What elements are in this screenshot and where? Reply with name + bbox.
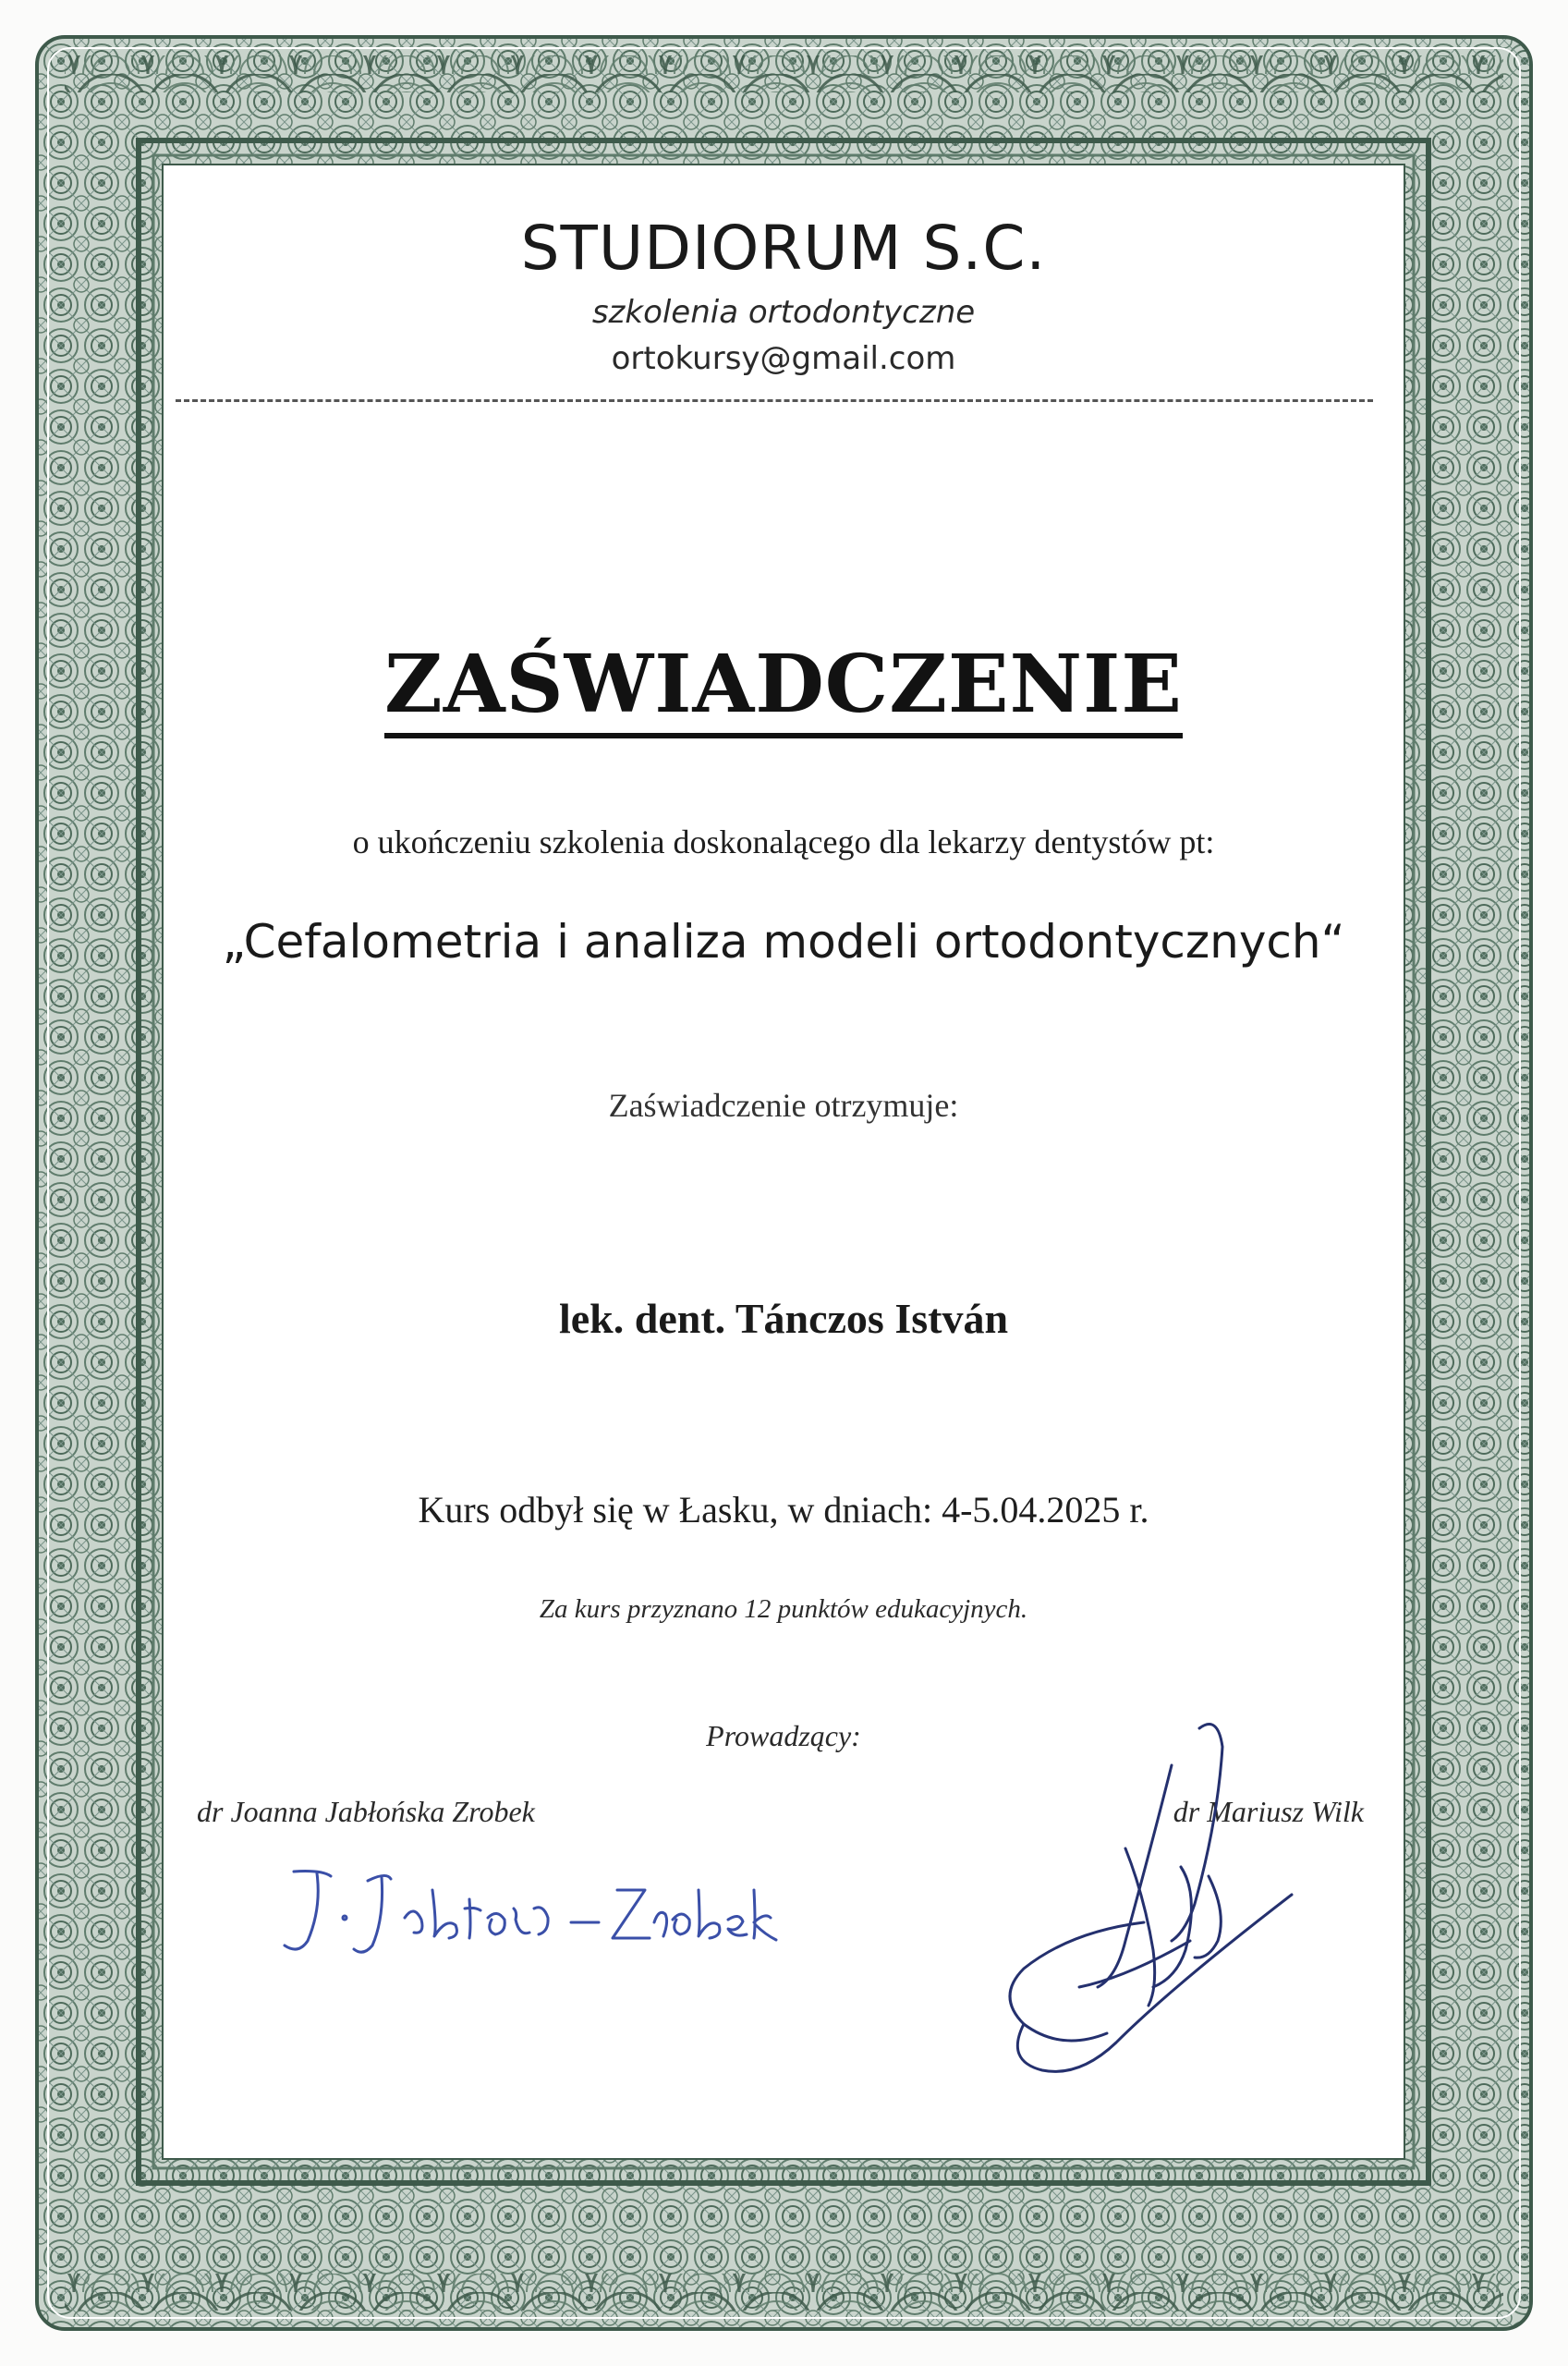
signer-right-name: dr Mariusz Wilk xyxy=(1173,1795,1364,1828)
education-points: Za kurs przyznano 12 punktów edukacyjnych. xyxy=(539,1594,1028,1624)
header-divider xyxy=(176,399,1373,402)
instructors-label: Prowadzący: xyxy=(706,1719,861,1752)
signature-left xyxy=(266,1853,784,1973)
organization-name: STUDIORUM S.C. xyxy=(520,213,1047,284)
certificate-body xyxy=(174,176,1393,2148)
signer-left-name: dr Joanna Jabłońska Zrobek xyxy=(197,1795,535,1828)
recipient-label: Zaświadczenie otrzymuje: xyxy=(608,1087,959,1124)
organization-email: ortokursy@gmail.com xyxy=(611,340,956,377)
course-info: Kurs odbył się w Łasku, w dniach: 4-5.04.2025 r. xyxy=(418,1489,1149,1531)
certificate-title-text: ZAŚWIADCZENIE xyxy=(384,638,1183,738)
certificate-title xyxy=(174,638,1393,731)
signature-right xyxy=(987,1710,1319,2098)
certificate-description: o ukończeniu szkolenia doskonalącego dla lekarzy dentystów pt: xyxy=(352,823,1215,860)
recipient-name: lek. dent. Tánczos István xyxy=(558,1295,1009,1342)
course-name: „Cefalometria i analiza modeli ortodontycznych“ xyxy=(222,915,1345,969)
organization-subtitle: szkolenia ortodontyczne xyxy=(591,294,976,331)
